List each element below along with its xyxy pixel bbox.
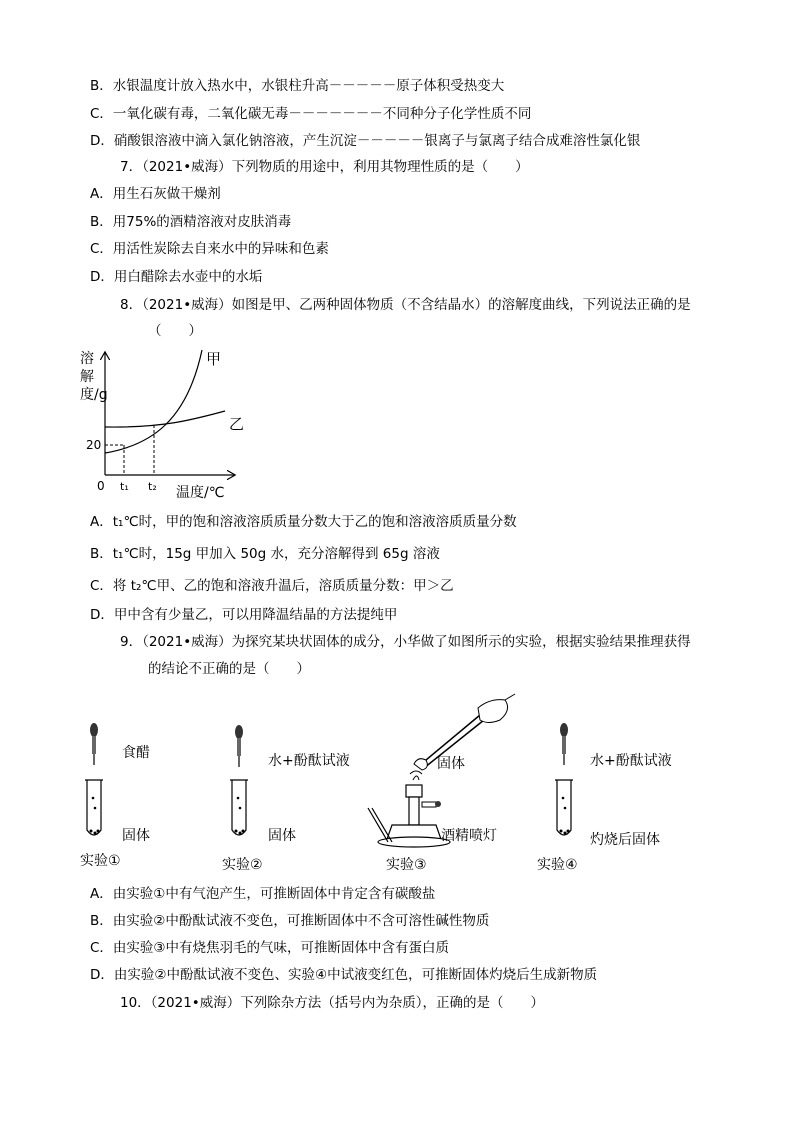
exp1-solid-label: 固体 bbox=[122, 828, 150, 844]
alcohol-blast-burner bbox=[368, 776, 450, 847]
exp3-burner-label: 酒精喷灯 bbox=[441, 828, 497, 844]
q7-option-d: D．用白醋除去水壶中的水垢 bbox=[90, 269, 263, 285]
q9-option-b: B．由实验②中酚酞试液不变色，可推断固体中不含可溶性碱性物质 bbox=[90, 913, 490, 929]
exp4-caption: 实验④ bbox=[537, 857, 578, 873]
q8-option-c: C．将 t₂℃甲、乙的饱和溶液升温后，溶质质量分数：甲＞乙 bbox=[90, 578, 454, 594]
test-tube-1 bbox=[85, 780, 103, 835]
question-7-stem: 7．（2021•威海）下列物质的用途中，利用其物理性质的是（ ） bbox=[120, 159, 529, 175]
exp4-solid-label: 灼烧后固体 bbox=[590, 832, 660, 848]
q9-option-c: C．由实验③中有烧焦羽毛的气味，可推断固体中含有蛋白质 bbox=[90, 940, 450, 956]
question-9-stem-cont: 的结论不正确的是（ ） bbox=[148, 661, 310, 677]
exp2-reagent-label: 水+酚酞试液 bbox=[268, 753, 350, 769]
x-tick-t2: t₂ bbox=[148, 480, 157, 493]
question-8-stem-cont: （ ） bbox=[148, 323, 202, 339]
option-line: B．水银温度计放入热水中，水银柱升高－－－－－原子体积受热变大 bbox=[90, 78, 505, 94]
exp1-caption: 实验① bbox=[80, 853, 121, 869]
option-line: D．硝酸银溶液中滴入氯化钠溶液，产生沉淀－－－－－银离子与氯离子结合成难溶性氯化银 bbox=[90, 133, 641, 149]
q7-option-b: B．用75%的酒精溶液对皮肤消毒 bbox=[90, 214, 292, 230]
q8-option-b: B．t₁℃时，15g 甲加入 50g 水，充分溶解得到 65g 溶液 bbox=[90, 546, 440, 562]
dropper-4 bbox=[560, 723, 568, 765]
test-tube-4 bbox=[555, 780, 573, 835]
dropper-1 bbox=[90, 723, 98, 765]
exp2-solid-label: 固体 bbox=[268, 828, 296, 844]
solid-sample bbox=[410, 759, 427, 774]
series-label-yi: 乙 bbox=[229, 415, 245, 433]
series-label-jia: 甲 bbox=[206, 350, 222, 368]
exp4-reagent-label: 水+酚酞试液 bbox=[590, 753, 672, 769]
q7-option-c: C．用活性炭除去自来水中的异味和色素 bbox=[90, 241, 329, 257]
option-line: C．一氧化碳有毒，二氧化碳无毒－－－－－－－不同种分子化学性质不同 bbox=[90, 106, 532, 122]
q7-option-a: A．用生石灰做干燥剂 bbox=[90, 186, 221, 202]
dropper-2 bbox=[235, 725, 243, 767]
y-tick-20: 20 bbox=[86, 438, 102, 452]
question-9-stem: 9．（2021•威海）为探究某块状固体的成分，小华做了如图所示的实验，根据实验结果推理获得 bbox=[120, 634, 691, 650]
q9-option-d: D．由实验②中酚酞试液不变色、实验④中试液变红色，可推断固体灼烧后生成新物质 bbox=[90, 967, 598, 983]
exp1-reagent-label: 食醋 bbox=[122, 745, 150, 761]
exp3-solid-label: 固体 bbox=[437, 756, 465, 772]
exp3-caption: 实验③ bbox=[386, 857, 427, 873]
question-8-stem: 8．（2021•威海）如图是甲、乙两种固体物质（不含结晶水）的溶解度曲线，下列说法正确的是 bbox=[120, 297, 691, 313]
q8-option-d: D．甲中含有少量乙，可以用降温结晶的方法提纯甲 bbox=[90, 607, 398, 623]
x-axis-label: 温度/℃ bbox=[176, 485, 225, 501]
exp2-caption: 实验② bbox=[222, 857, 263, 873]
y-axis-label: 溶解度/g bbox=[80, 351, 108, 403]
solubility-chart bbox=[72, 345, 252, 505]
question-10-stem: 10．（2021•威海）下列除杂方法（括号内为杂质），正确的是（ ） bbox=[120, 995, 544, 1011]
origin-label: 0 bbox=[97, 479, 105, 493]
tongs-and-hand bbox=[420, 694, 515, 768]
q8-option-a: A．t₁℃时，甲的饱和溶液溶质质量分数大于乙的饱和溶液溶质质量分数 bbox=[90, 514, 517, 530]
q9-option-a: A．由实验①中有气泡产生，可推断固体中肯定含有碳酸盐 bbox=[90, 886, 436, 902]
x-tick-t1: t₁ bbox=[120, 480, 129, 493]
test-tube-2 bbox=[230, 780, 248, 835]
